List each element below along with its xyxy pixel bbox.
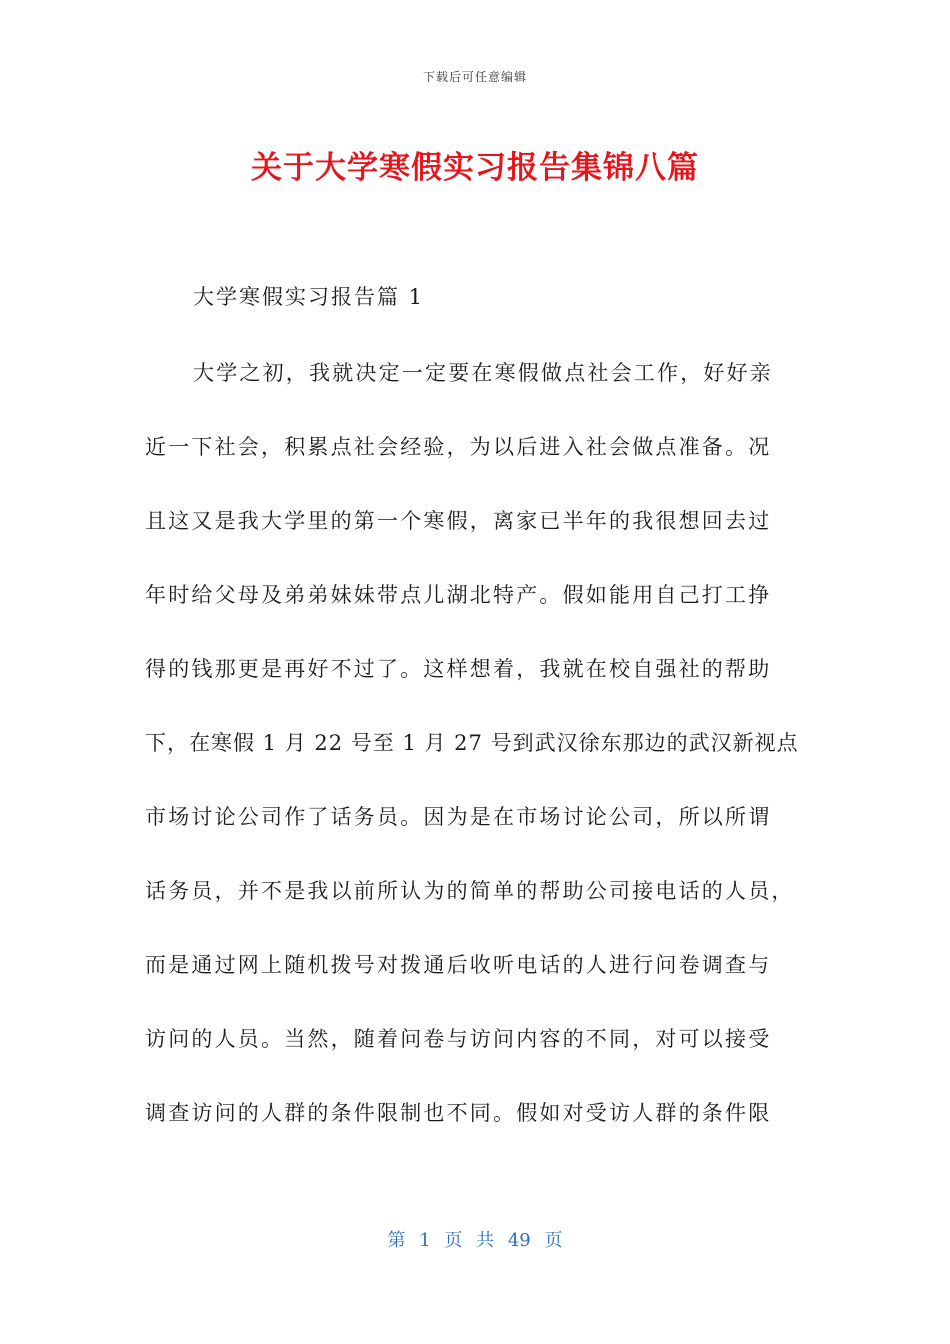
document-title: 关于大学寒假实习报告集锦八篇 bbox=[251, 150, 699, 186]
body-line: 调查访问的人群的条件限制也不同。假如对受访人群的条件限 bbox=[145, 1101, 772, 1125]
body-line: 而是通过网上随机拨号对拨通后收听电话的人进行问卷调查与 bbox=[145, 953, 772, 977]
section-heading: 大学寒假实习报告篇 1 bbox=[193, 285, 425, 309]
body-line: 访问的人员。当然，随着问卷与访问内容的不同，对可以接受 bbox=[145, 1027, 772, 1051]
header-note: 下载后可任意编辑 bbox=[422, 70, 527, 84]
body-line: 得的钱那更是再好不过了。这样想着，我就在校自强社的帮助 bbox=[145, 657, 772, 681]
body-line: 年时给父母及弟弟妹妹带点儿湖北特产。假如能用自己打工挣 bbox=[145, 583, 772, 607]
body-line: 近一下社会，积累点社会经验，为以后进入社会做点准备。况 bbox=[145, 435, 772, 459]
body-line: 市场讨论公司作了话务员。因为是在市场讨论公司，所以所谓 bbox=[145, 805, 772, 829]
body-line: 下，在寒假 1 月 22 号至 1 月 27 号到武汉徐东那边的武汉新视点 bbox=[145, 731, 799, 755]
page-footer: 第 1 页 共 49 页 bbox=[387, 1230, 563, 1251]
body-line: 话务员，并不是我以前所认为的简单的帮助公司接电话的人员， bbox=[145, 879, 795, 903]
body-line: 且这又是我大学里的第一个寒假，离家已半年的我很想回去过 bbox=[145, 509, 772, 533]
body-line: 大学之初，我就决定一定要在寒假做点社会工作，好好亲 bbox=[193, 361, 773, 385]
